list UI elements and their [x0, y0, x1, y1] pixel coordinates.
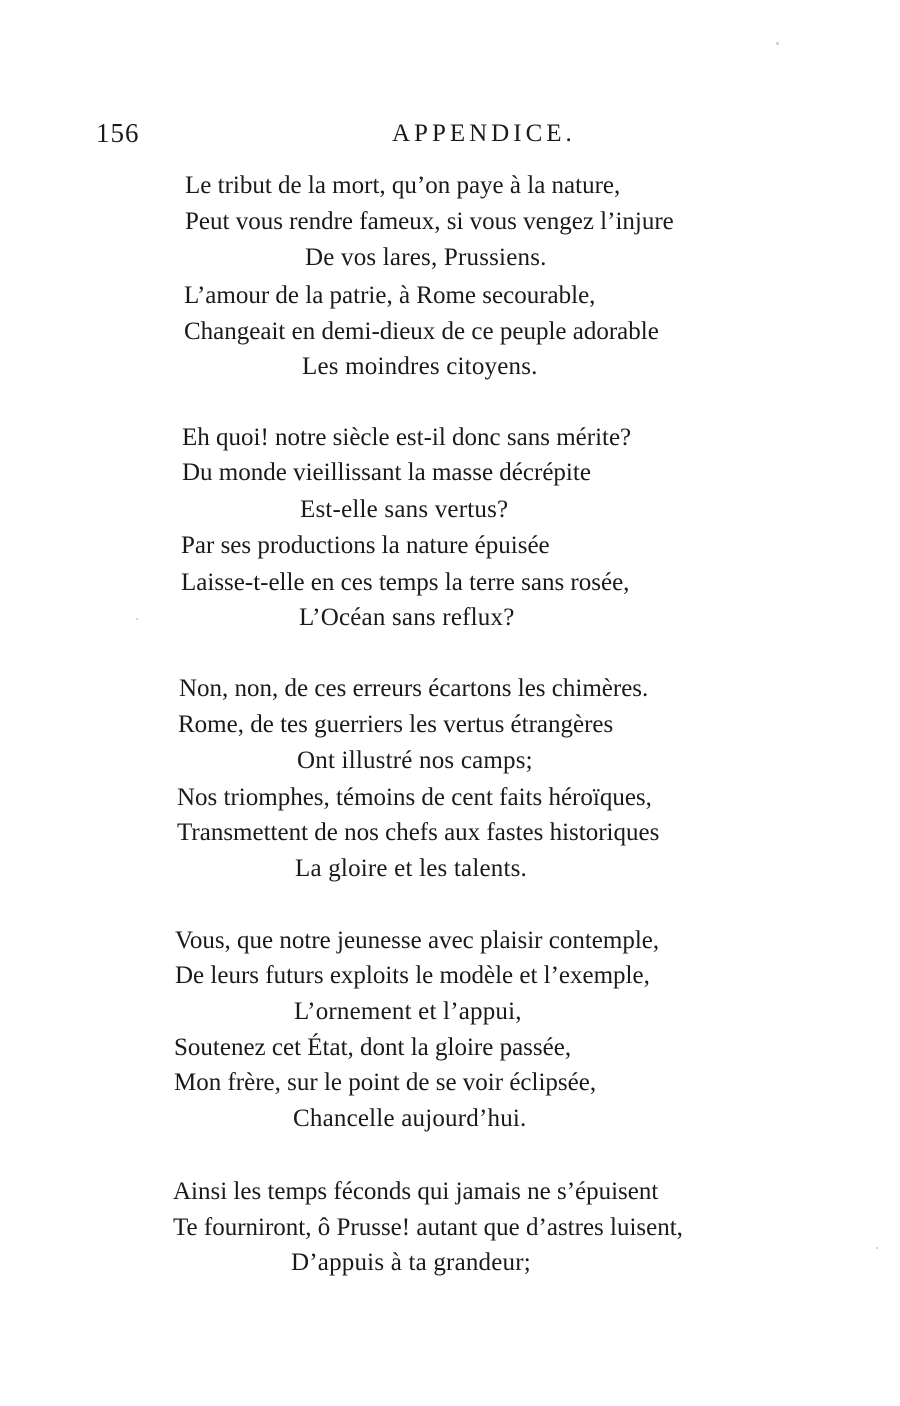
verse-line: Est-elle sans vertus?: [300, 496, 509, 523]
page-header: [0, 118, 900, 158]
verse-line: Eh quoi! notre siècle est-il donc sans mérite?: [182, 424, 632, 451]
verse-line: Vous, que notre jeunesse avec plaisir contemple,: [175, 927, 660, 954]
verse-line: La gloire et les talents.: [295, 855, 528, 882]
page-number: 156: [96, 118, 140, 148]
paper-speck: [136, 618, 138, 620]
verse-line: Les moindres citoyens.: [302, 353, 538, 380]
verse-line: Peut vous rendre fameux, si vous vengez l’injure: [185, 208, 674, 235]
verse-line: De vos lares, Prussiens.: [305, 244, 547, 271]
running-title: APPENDICE.: [392, 120, 576, 147]
paper-speck: [876, 1247, 878, 1249]
verse-line: Nos triomphes, témoins de cent faits héroïques,: [177, 784, 652, 811]
verse-line: L’amour de la patrie, à Rome secourable,: [184, 282, 596, 309]
verse-line: Par ses productions la nature épuisée: [181, 532, 550, 559]
verse-line: Changeait en demi-dieux de ce peuple adorable: [184, 318, 659, 345]
verse-line: Du monde vieillissant la masse décrépite: [182, 459, 591, 486]
verse-line: L’Océan sans reflux?: [299, 604, 515, 631]
verse-line: De leurs futurs exploits le modèle et l’exemple,: [175, 962, 650, 989]
verse-line: Mon frère, sur le point de se voir éclipsée,: [174, 1069, 597, 1096]
verse-line: Non, non, de ces erreurs écartons les chimères.: [179, 675, 649, 702]
verse-line: Ainsi les temps féconds qui jamais ne s’épuisent: [173, 1178, 659, 1205]
verse-line: Chancelle aujourd’hui.: [293, 1105, 527, 1132]
paper-speck: [776, 42, 779, 45]
verse-line: Rome, de tes guerriers les vertus étrangères: [178, 711, 614, 738]
verse-line: Transmettent de nos chefs aux fastes historiques: [177, 819, 660, 846]
verse-line: Te fourniront, ô Prusse! autant que d’astres luisent,: [173, 1214, 683, 1241]
verse-line: Soutenez cet État, dont la gloire passée,: [174, 1034, 572, 1061]
verse-line: Le tribut de la mort, qu’on paye à la nature,: [185, 172, 621, 199]
verse-line: L’ornement et l’appui,: [294, 998, 522, 1025]
verse-line: D’appuis à ta grandeur;: [291, 1249, 531, 1276]
verse-line: Ont illustré nos camps;: [297, 747, 533, 774]
verse-line: Laisse-t-elle en ces temps la terre sans rosée,: [181, 569, 630, 596]
